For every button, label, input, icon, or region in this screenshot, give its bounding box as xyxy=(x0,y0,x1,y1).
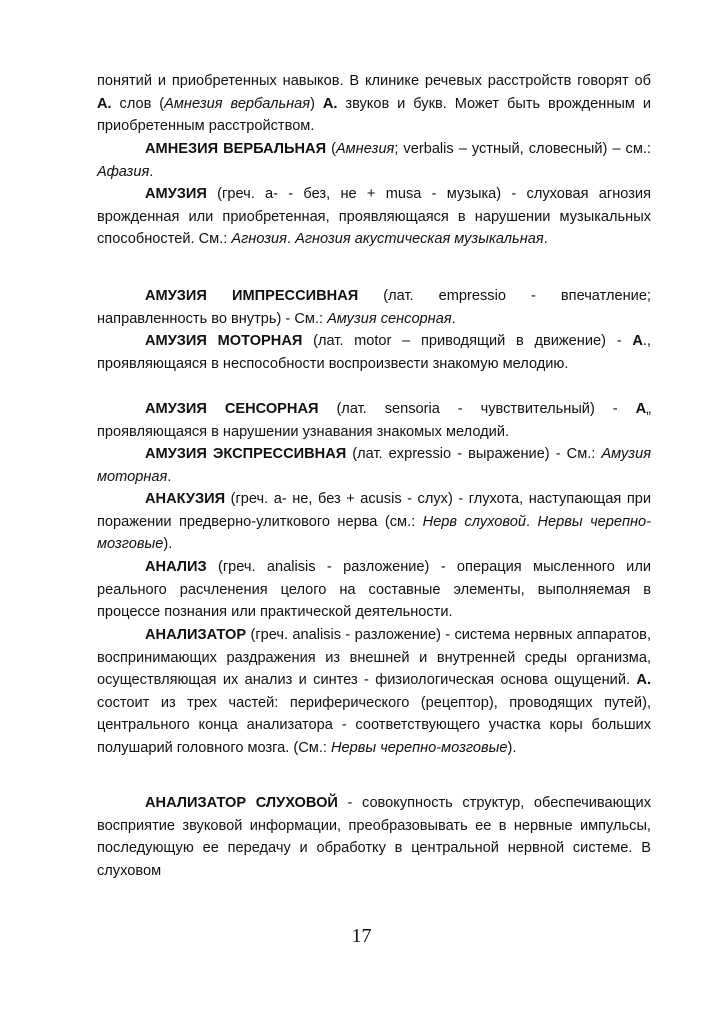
term: АНАЛИЗ xyxy=(145,559,207,575)
text-run: ; verbalis – устный, словесный) – см.: xyxy=(394,141,651,157)
entry-amusia-motor xyxy=(97,330,651,375)
text-run: (лат. sensoria - чувствительный) - xyxy=(318,401,636,417)
text-run: состоит из трех частей: периферического (рецептор), проводящих путей), центрального конца анализатора - соответствующего участка коры больших полушарий головного мозга. (См.: xyxy=(97,694,651,756)
text-run: „ проявляющаяся в нарушении узнавания знакомых мелодий. xyxy=(97,401,651,440)
entry-amusia-sensory xyxy=(97,398,651,443)
text-run: (греч. analisis - разложение) - система нервных аппаратов, воспринимающих раздражения из внешней и внутренней среды организма, осуществляющая их анализ и синтез - физиологическая основа ощущений. xyxy=(97,627,651,689)
cross-reference: Агнозия xyxy=(231,231,287,248)
term: АМУЗИЯ ИМПРЕССИВНАЯ xyxy=(145,288,359,304)
term: А. xyxy=(322,95,338,112)
term: АНАЛИЗАТОР xyxy=(145,627,247,643)
entry-analyzer xyxy=(97,624,651,760)
text-run: ). xyxy=(163,536,173,553)
cross-reference: Амнезия xyxy=(335,141,395,157)
paragraph xyxy=(97,70,651,138)
entry-anacusis xyxy=(97,488,651,556)
cross-reference: Нервы черепно-мозговые xyxy=(331,739,508,756)
cross-reference: Афазия xyxy=(97,163,150,180)
text-run: понятий и приобретенных навыков. В клинике речевых расстройств говорят об xyxy=(97,73,651,89)
page-number: 17 xyxy=(351,925,372,947)
entry-analysis xyxy=(97,556,651,624)
term: АМУЗИЯ МОТОРНАЯ xyxy=(145,333,303,349)
term: А. xyxy=(97,95,112,112)
entry-amusia xyxy=(97,183,651,251)
text-run: ( xyxy=(326,141,336,157)
text-run: (лат. empressio - впечатление; направленность во внутрь) - См.: xyxy=(97,288,651,327)
term: АНАКУЗИЯ xyxy=(145,491,226,507)
text-run: (лат. expressio - выражение) - См.: xyxy=(346,446,602,462)
text-run: . xyxy=(167,468,172,485)
entry-amusia-impressive xyxy=(97,285,651,330)
text-run: ). xyxy=(507,739,517,756)
text-run: ., проявляющаяся в неспособности воспроизвести знакомую мелодию. xyxy=(97,333,651,372)
cross-reference: Амузия сенсорная xyxy=(327,310,452,327)
text-run: (греч. analisis - разложение) - операция мысленного или реального расчленения целого на составные элементы, выполняемая в процессе познания или практической деятельности. xyxy=(97,559,651,621)
term: А xyxy=(635,401,647,417)
text-run: . xyxy=(525,513,538,530)
cross-reference: Нервы черепно-мозговые xyxy=(97,513,652,553)
term: А. xyxy=(636,672,651,689)
cross-reference: Агнозия акустическая музыкальная xyxy=(295,231,544,248)
text-run: ) xyxy=(310,95,323,112)
text-run: - совокупность структур, обеспечивающих восприятие звуковой информации, преобразовывать ее в нервные импульсы, последующую ее передачу и обработку в центральной нервной системе. В слуховом xyxy=(97,795,652,879)
text-run: (греч. a- - без, не + musa - музыка) - слуховая агнозия врожденная или приобретенная, проявляющаяся в нарушении музыкальных способностей. См.: xyxy=(97,186,651,248)
term: АМУЗИЯ xyxy=(145,186,207,202)
text-run: звуков и букв. Может быть врожденным и приобретенным расстройством. xyxy=(97,95,651,135)
term: АМУЗИЯ СЕНСОРНАЯ xyxy=(145,401,319,417)
text-run: . xyxy=(149,163,154,180)
entry-amusia-expressive xyxy=(97,443,651,488)
text-run: . xyxy=(543,231,548,248)
entry-amnesia-verbal xyxy=(97,138,651,183)
term: А xyxy=(632,333,643,349)
entry-analyzer-auditory xyxy=(97,792,651,882)
cross-reference: Нерв слуховой xyxy=(422,513,526,530)
text-run: . xyxy=(286,231,296,248)
text-run: слов ( xyxy=(111,95,165,112)
cross-reference: Амнезия вербальная xyxy=(164,95,311,112)
term: АМНЕЗИЯ ВЕРБАЛЬНАЯ xyxy=(145,141,327,157)
text-run: . xyxy=(451,310,456,327)
term: АМУЗИЯ ЭКСПРЕССИВНАЯ xyxy=(145,446,347,462)
text-run: (греч. a- не, без + acusis - слух) - глухота, наступающая при поражении предверно-улиткового нерва (см.: xyxy=(97,491,651,530)
text-run: (лат. motor – приводящий в движение) - xyxy=(302,333,633,349)
cross-reference: Амузия моторная xyxy=(97,446,651,485)
term: АНАЛИЗАТОР СЛУХОВОЙ xyxy=(145,795,338,811)
